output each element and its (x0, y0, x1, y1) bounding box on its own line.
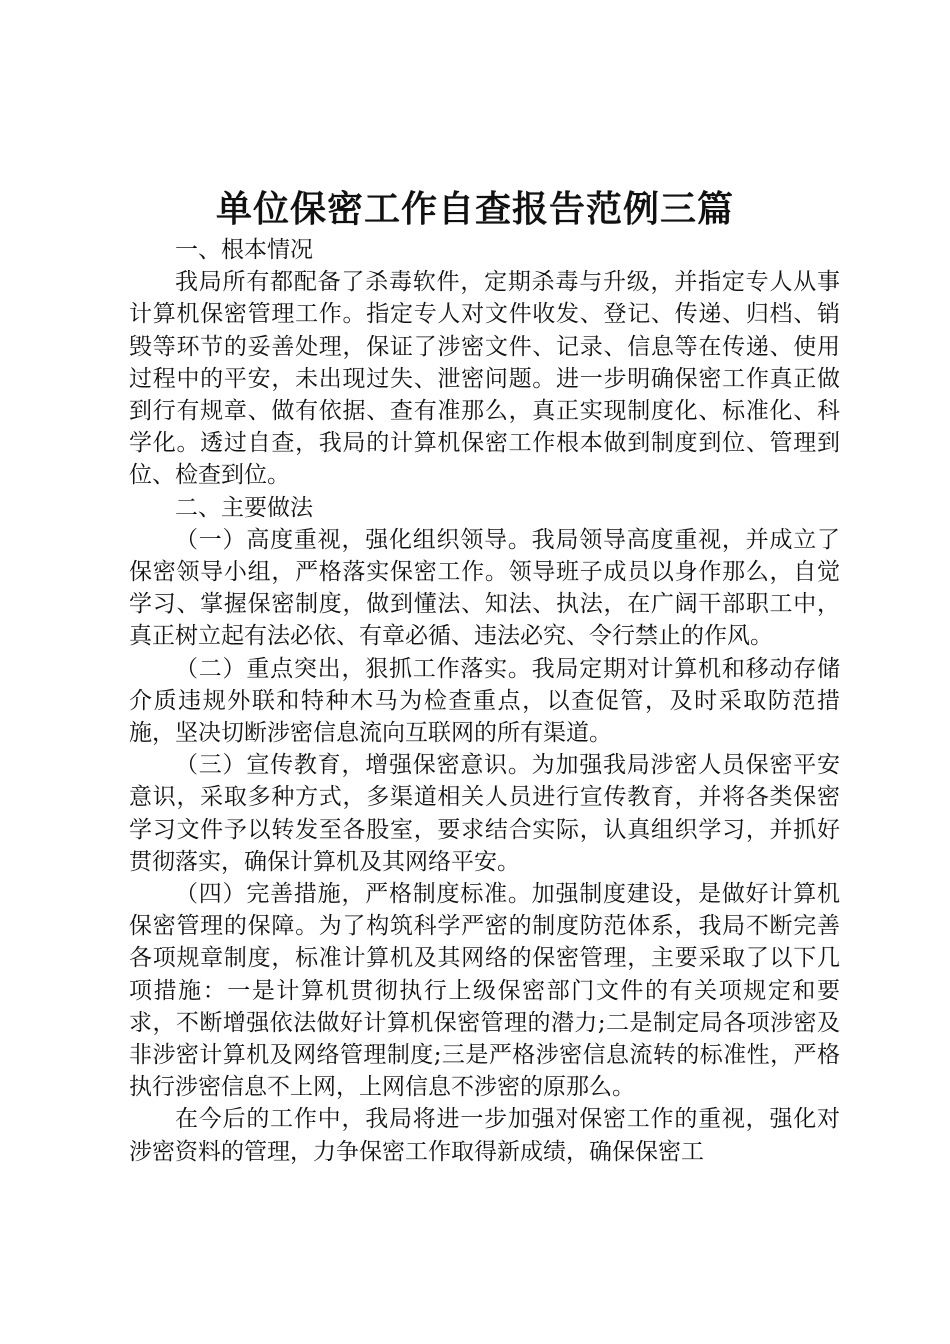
section-heading-main-practices: 二、主要做法 (175, 494, 313, 521)
paragraph-practice-4: （四）完善措施，严格制度标准。加强制度建设，是做好计算机保密管理的保障。为了构筑科学严密的制度防范体系，我局不断完善各项规章制度，标准计算机及其网络的保密管理，主要采取了以下几项措施：一是计算机贯彻执行上级保密部门文件的有关项规定和要求，不断增强依法做好计算机保密管理的潜力;二是制定局各项涉密及非涉密计算机及网络管理制度;三是严格涉密信息流转的标准性，严格执行涉密信息不上网，上网信息不涉密的原那么。 (129, 881, 840, 1101)
paragraph-practice-3: （三）宣传教育，增强保密意识。为加强我局涉密人员保密平安意识，采取多种方式，多渠道相关人员进行宣传教育，并将各类保密学习文件予以转发至各股室，要求结合实际，认真组织学习，并抓好贯彻落实，确保计算机及其网络平安。 (129, 752, 840, 875)
document-title: 单位保密工作自查报告范例三篇 (215, 188, 734, 230)
document-body (129, 234, 840, 1168)
paragraph-practice-1: （一）高度重视，强化组织领导。我局领导高度重视，并成立了保密领导小组，严格落实保密工作。领导班子成员以身作那么，自觉学习、掌握保密制度，做到懂法、知法、执法，在广阔干部职工中，真正树立起有法必依、有章必循、违法必究、令行禁止的作风。 (129, 526, 840, 650)
paragraph-practice-2: （二）重点突出，狠抓工作落实。我局定期对计算机和移动存储介质违规外联和特种木马为检查重点，以查促管，及时采取防范措施，坚决切断涉密信息流向互联网的所有渠道。 (129, 655, 840, 747)
paragraph-basic-situation: 我局所有都配备了杀毒软件，定期杀毒与升级，并指定专人从事计算机保密管理工作。指定专人对文件收发、登记、传递、归档、销毁等环节的妥善处理，保证了涉密文件、记录、信息等在传递、使用过程中的平安，未出现过失、泄密问题。进一步明确保密工作真正做到行有规章、做有依据、查有准那么，真正实现制度化、标准化、科学化。透过自查，我局的计算机保密工作根本做到制度到位、管理到位、检查到位。 (129, 269, 840, 489)
paragraph-future-work: 在今后的工作中，我局将进一步加强对保密工作的重视，强化对涉密资料的管理，力争保密工作取得新成绩，确保保密工 (129, 1106, 840, 1165)
section-heading-basic-situation: 一、根本情况 (175, 237, 313, 263)
